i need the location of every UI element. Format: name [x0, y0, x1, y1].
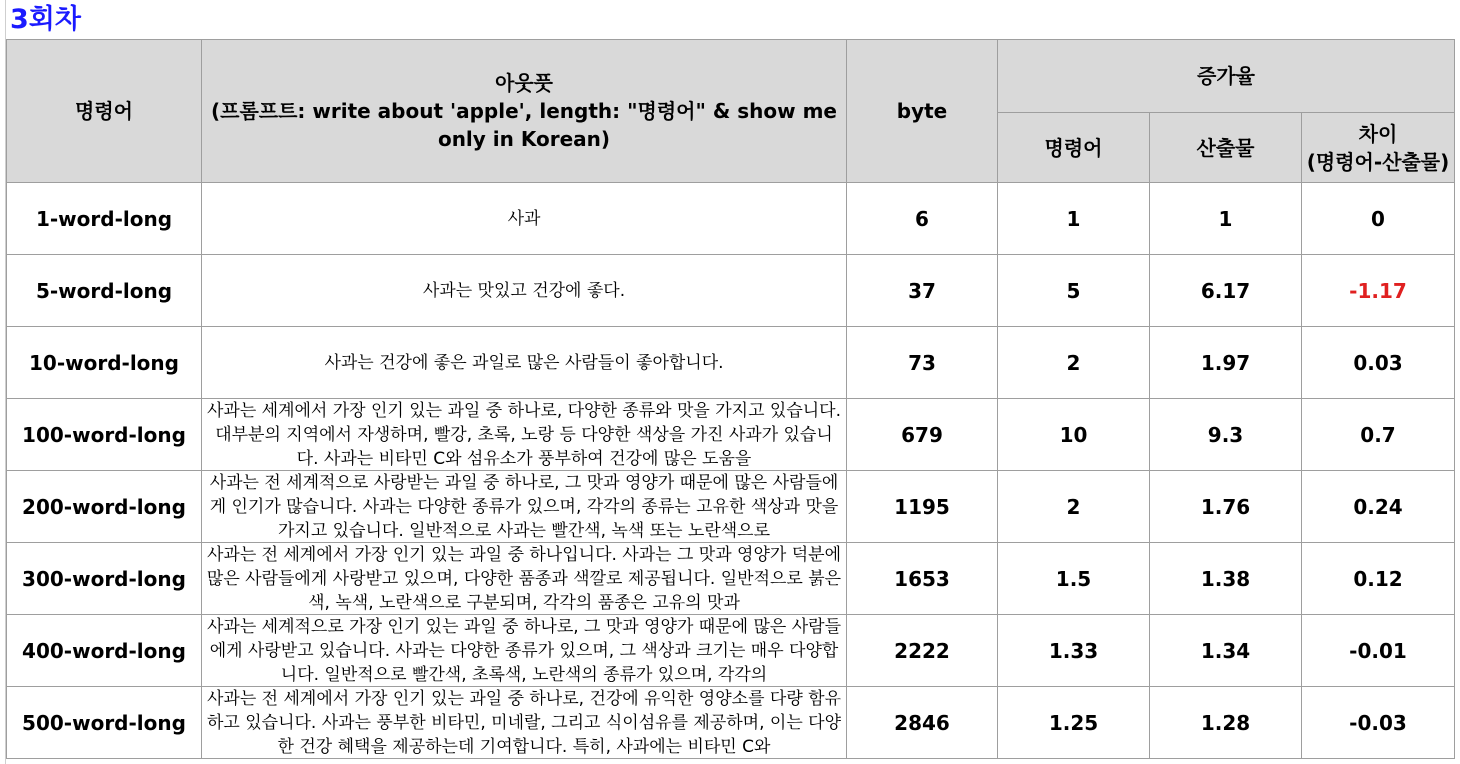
- table-row: [7, 255, 1455, 327]
- cell-command[interactable]: 200-word-long: [7, 471, 202, 543]
- cell-byte[interactable]: 1653: [847, 543, 998, 615]
- cell-byte[interactable]: 679: [847, 399, 998, 471]
- cell-growth-command[interactable]: 10: [998, 399, 1150, 471]
- cell-command[interactable]: 5-word-long: [7, 255, 202, 327]
- cell-growth-command[interactable]: 2: [998, 327, 1150, 399]
- cell-output-text: 사과는 전 세계에서 가장 인기 있는 과일 중 하나로, 건강에 유익한 영양소를 다량 함유하고 있습니다. 사과는 풍부한 비타민, 미네랄, 그리고 식이섬유를 제공하며, 이는 다양한 건강 혜택을 제공하는데 기여합니다. 특히, 사과에는 비타민 C와: [206, 689, 841, 757]
- cell-growth-command[interactable]: 1: [998, 183, 1150, 255]
- header-output-title: 아웃풋: [495, 71, 553, 95]
- results-table: [6, 39, 1455, 759]
- cell-growth-output[interactable]: 1.76: [1150, 471, 1302, 543]
- cell-difference[interactable]: 0.03: [1302, 327, 1455, 399]
- cell-command[interactable]: 100-word-long: [7, 399, 202, 471]
- cell-output[interactable]: [202, 399, 847, 471]
- cell-growth-command[interactable]: 1.33: [998, 615, 1150, 687]
- cell-growth-command[interactable]: 2: [998, 471, 1150, 543]
- cell-growth-output[interactable]: 1.28: [1150, 687, 1302, 759]
- cell-byte[interactable]: 1195: [847, 471, 998, 543]
- header-output[interactable]: [202, 40, 847, 183]
- header-growth-output[interactable]: 산출물: [1150, 113, 1302, 183]
- cell-byte[interactable]: 73: [847, 327, 998, 399]
- cell-command[interactable]: 500-word-long: [7, 687, 202, 759]
- cell-output-text: 사과는 전 세계적으로 사랑받는 과일 중 하나로, 그 맛과 영양가 때문에 많은 사람들에게 인기가 많습니다. 사과는 다양한 종류가 있으며, 각각의 종류는 고유한 색상과 맛을 가지고 있습니다. 일반적으로 사과는 빨간색, 녹색 또는 노란색으로: [209, 473, 839, 541]
- header-command[interactable]: 명령어: [7, 40, 202, 183]
- table-row: [7, 471, 1455, 543]
- cell-byte[interactable]: 2846: [847, 687, 998, 759]
- cell-growth-output[interactable]: 1.97: [1150, 327, 1302, 399]
- cell-growth-command[interactable]: 1.5: [998, 543, 1150, 615]
- cell-output-text: 사과는 전 세계에서 가장 인기 있는 과일 중 하나입니다. 사과는 그 맛과 영양가 덕분에 많은 사람들에게 사랑받고 있으며, 다양한 품종과 색깔로 제공됩니다. 일반적으로 붉은색, 녹색, 노란색으로 구분되며, 각각의 품종은 고유의 맛과: [206, 545, 842, 613]
- cell-command[interactable]: 1-word-long: [7, 183, 202, 255]
- table-row: [7, 687, 1455, 759]
- cell-difference[interactable]: 0.12: [1302, 543, 1455, 615]
- cell-difference[interactable]: -0.01: [1302, 615, 1455, 687]
- header-difference[interactable]: [1302, 113, 1455, 183]
- cell-output[interactable]: [202, 615, 847, 687]
- table-row: [7, 543, 1455, 615]
- header-difference-formula: (명령어-산출물): [1306, 149, 1450, 174]
- cell-command[interactable]: 400-word-long: [7, 615, 202, 687]
- cell-output-text: 사과는 맛있고 건강에 좋다.: [422, 280, 626, 301]
- cell-difference[interactable]: 0: [1302, 183, 1455, 255]
- cell-output-text: 사과는 세계적으로 가장 인기 있는 과일 중 하나로, 그 맛과 영양가 때문에 많은 사람들에게 사랑받고 있습니다. 사과는 다양한 종류가 있으며, 그 색상과 크기는 매우 다양합니다. 일반적으로 빨간색, 초록색, 노란색의 종류가 있으며, 각각의: [206, 617, 841, 685]
- cell-byte[interactable]: 37: [847, 255, 998, 327]
- cell-output[interactable]: [202, 183, 847, 255]
- cell-growth-output[interactable]: 6.17: [1150, 255, 1302, 327]
- cell-output[interactable]: [202, 687, 847, 759]
- cell-difference[interactable]: -0.03: [1302, 687, 1455, 759]
- cell-growth-output[interactable]: 1.38: [1150, 543, 1302, 615]
- header-difference-title: 차이: [1358, 121, 1398, 146]
- sheet-title: 3회차: [10, 4, 81, 35]
- cell-output[interactable]: [202, 255, 847, 327]
- cell-command[interactable]: 300-word-long: [7, 543, 202, 615]
- cell-difference[interactable]: -1.17: [1302, 255, 1455, 327]
- cell-output[interactable]: [202, 327, 847, 399]
- cell-growth-output[interactable]: 1: [1150, 183, 1302, 255]
- table-row: [7, 615, 1455, 687]
- table-row: [7, 327, 1455, 399]
- cell-growth-output[interactable]: 9.3: [1150, 399, 1302, 471]
- table-row: [7, 183, 1455, 255]
- table-row: [7, 399, 1455, 471]
- header-byte[interactable]: byte: [847, 40, 998, 183]
- cell-output[interactable]: [202, 543, 847, 615]
- cell-byte[interactable]: 2222: [847, 615, 998, 687]
- cell-difference[interactable]: 0.24: [1302, 471, 1455, 543]
- header-growth-command[interactable]: 명령어: [998, 113, 1150, 183]
- cell-command[interactable]: 10-word-long: [7, 327, 202, 399]
- cell-output-text: 사과는 세계에서 가장 인기 있는 과일 중 하나로, 다양한 종류와 맛을 가지고 있습니다. 대부분의 지역에서 자생하며, 빨강, 초록, 노랑 등 다양한 색상을 가진 사과가 있습니다. 사과는 비타민 C와 섬유소가 풍부하여 건강에 많은 도움을: [206, 401, 841, 469]
- cell-output[interactable]: [202, 471, 847, 543]
- cell-output-text: 사과: [507, 208, 541, 229]
- cell-byte[interactable]: 6: [847, 183, 998, 255]
- header-output-prompt: (프롬프트: write about 'apple', length: "명령어" & show me only in Korean): [211, 99, 837, 151]
- header-growth[interactable]: 증가율: [998, 40, 1455, 113]
- cell-difference[interactable]: 0.7: [1302, 399, 1455, 471]
- cell-output-text: 사과는 건강에 좋은 과일로 많은 사람들이 좋아합니다.: [324, 352, 724, 373]
- cell-growth-command[interactable]: 1.25: [998, 687, 1150, 759]
- cell-growth-output[interactable]: 1.34: [1150, 615, 1302, 687]
- cell-growth-command[interactable]: 5: [998, 255, 1150, 327]
